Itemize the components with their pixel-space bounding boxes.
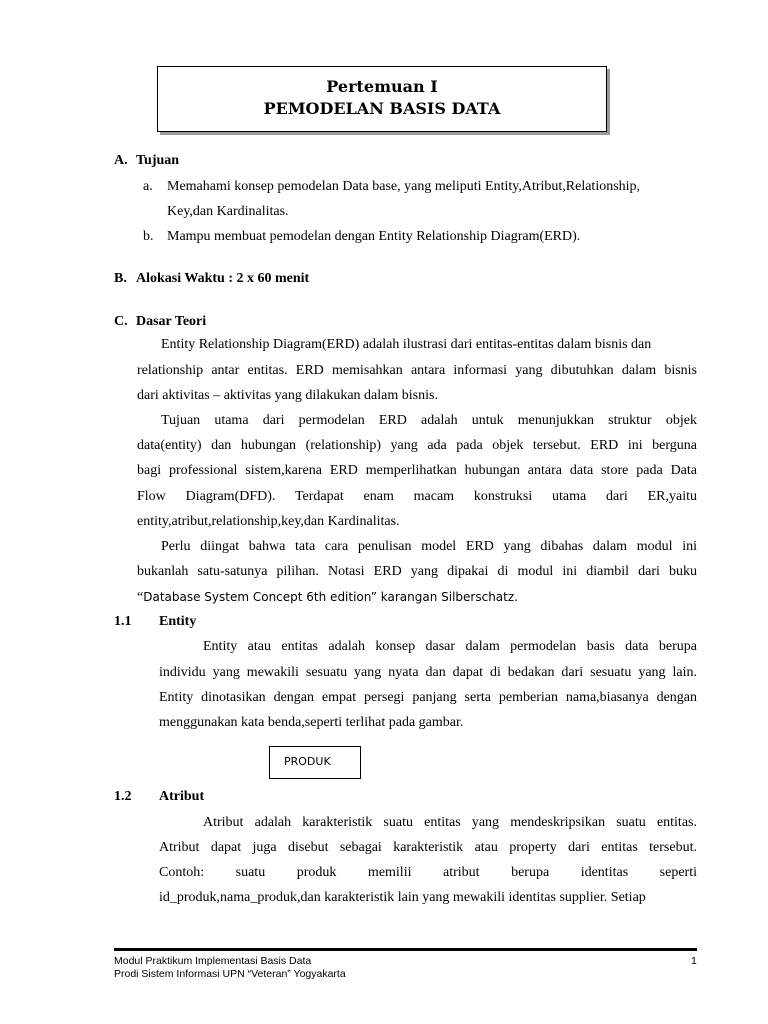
item-b-line-1: Mampu membuat pemodelan dengan Entity Relationship Diagram(ERD). xyxy=(167,229,581,244)
entity-line-1: Entity atau entitas adalah konsep dasar dalam permodelan basis data berupa xyxy=(203,639,697,654)
entity-line-2: individu yang mewakili sesuatu yang nyata dan dapat di bedakan dari sesuatu yang lain. xyxy=(159,665,697,680)
c-p3-line-3 xyxy=(137,588,518,607)
atribut-line-1: Atribut adalah karakteristik suatu entitas yang mendeskripsikan suatu entitas. xyxy=(203,815,697,830)
item-a-marker: a. xyxy=(143,179,153,194)
c-p3-line-2: bukanlah satu-satunya pilihan. Notasi ERD yang dipakai di modul ini diambil dari buku xyxy=(137,564,697,579)
title-line-1: Pertemuan I xyxy=(326,77,438,96)
section-b-heading: Alokasi Waktu : 2 x 60 menit xyxy=(136,271,310,286)
page-number: 1 xyxy=(691,955,697,967)
c-p1-line-3: dari aktivitas – aktivitas yang dilakukan dalam bisnis. xyxy=(137,388,438,403)
footer-program: Prodi Sistem Informasi UPN “Veteran” Yogyakarta xyxy=(114,968,346,980)
section-b-label: B. xyxy=(114,271,127,286)
entity-line-3: Entity dinotasikan dengan empat persegi panjang serta pemberian nama,biasanya dengan xyxy=(159,690,697,705)
entity-line-4: menggunakan kata benda,seperti terlihat pada gambar. xyxy=(159,715,464,730)
item-a-line-2: Key,dan Kardinalitas. xyxy=(167,204,289,219)
c-p1-line-2: relationship antar entitas. ERD memisahkan antara informasi yang dibutuhkan dalam bisnis xyxy=(137,363,697,378)
sub-1-2-heading: Atribut xyxy=(159,789,205,804)
section-a-heading: Tujuan xyxy=(136,153,180,168)
title-box xyxy=(157,66,607,132)
sub-1-1-number: 1.1 xyxy=(114,614,132,629)
section-c-heading: Dasar Teori xyxy=(136,314,207,329)
title-line-2: PEMODELAN BASIS DATA xyxy=(263,99,501,118)
section-a-label: A. xyxy=(114,153,128,168)
item-b-marker: b. xyxy=(143,229,154,244)
item-a-line-1: Memahami konsep pemodelan Data base, yang meliputi Entity,Atribut,Relationship, xyxy=(167,179,641,194)
c-p2-line-2: data(entity) dan hubungan (relationship) yang ada pada objek tersebut. ERD ini berguna xyxy=(137,438,697,453)
c-p3-line-1: Perlu diingat bahwa tata cara penulisan model ERD yang dibahas dalam modul ini xyxy=(161,539,697,554)
atribut-line-3: Contoh: suatu produk memilii atribut berupa identitas seperti xyxy=(159,865,697,880)
entity-box-produk: PRODUK xyxy=(269,746,361,779)
footer-divider xyxy=(114,948,697,951)
sub-1-2-number: 1.2 xyxy=(114,789,132,804)
footer-module-title: Modul Praktikum Implementasi Basis Data xyxy=(114,955,312,967)
c-p2-line-4: Flow Diagram(DFD). Terdapat enam macam konstruksi utama dari ER,yaitu xyxy=(137,489,697,504)
c-p2-line-3: bagi professional sistem,karena ERD memperlihatkan hubungan antara data store pada Data xyxy=(137,463,697,478)
atribut-line-2: Atribut dapat juga disebut sebagai karakteristik atau property dari entitas tersebut. xyxy=(159,840,697,855)
c-p3-book-reference: Database System Concept 6th edition” karangan Silberschatz. xyxy=(143,590,518,604)
c-p2-line-5: entity,atribut,relationship,key,dan Kardinalitas. xyxy=(137,514,400,529)
atribut-line-4: id_produk,nama_produk,dan karakteristik lain yang mewakili identitas supplier. Setiap xyxy=(159,890,646,905)
c-p2-line-1: Tujuan utama dari permodelan ERD adalah untuk menunjukkan struktur objek xyxy=(161,413,697,428)
sub-1-1-heading: Entity xyxy=(159,614,197,629)
section-c-label: C. xyxy=(114,314,128,329)
c-p3-open-quote: “ xyxy=(137,590,144,605)
c-p1-line-1: Entity Relationship Diagram(ERD) adalah ilustrasi dari entitas-entitas dalam bisnis dan xyxy=(161,337,652,352)
